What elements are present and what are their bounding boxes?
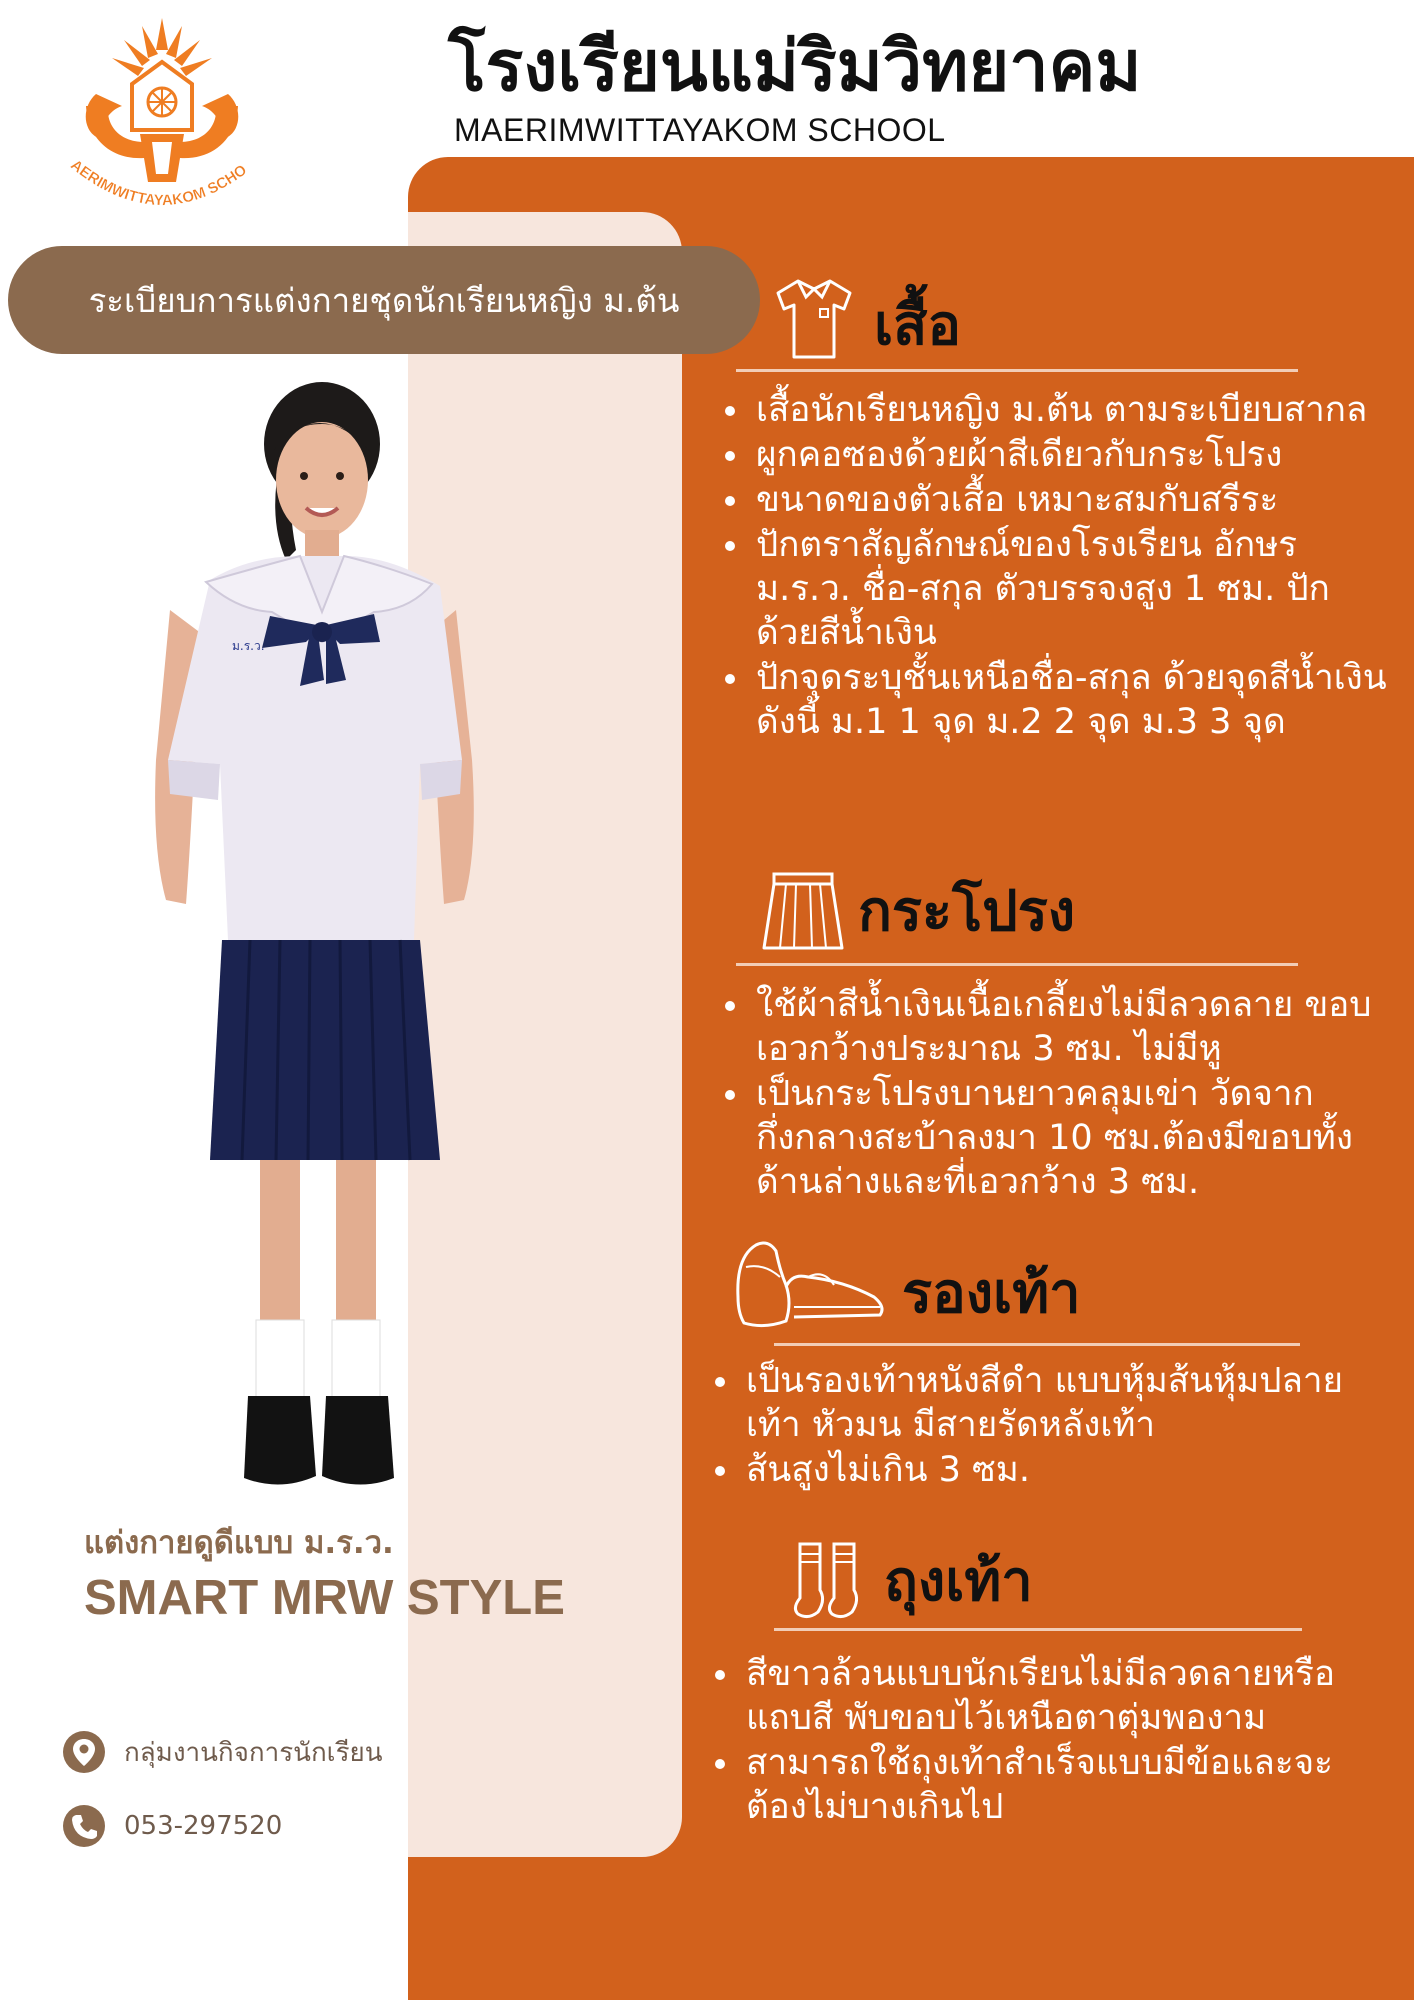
list-item: • เสื้อนักเรียนหญิง ม.ต้น ตามระเบียบสากล [752,388,1392,432]
shoes-icon [734,1237,886,1331]
list-item: • ส้นสูงไม่เกิน 3 ซม. [742,1448,1392,1492]
section-shoes-header [734,1230,1081,1337]
location-pin-icon [62,1730,106,1774]
phone-icon [62,1804,106,1848]
section-divider [736,963,1298,966]
section-title-skirt: กระโปรง [858,879,1076,944]
section-skirt-header [760,866,1075,955]
section-title-shoes: รองเท้า [902,1261,1081,1326]
department-text: กลุ่มงานกิจการนักเรียน [124,1737,383,1768]
section-title-shirt: เสื้อ [874,293,961,358]
list-item: • ใช้ผ้าสีน้ำเงินเนื้อเกลี้ยงไม่มีลวดลาย ขอบเอวกว้างประมาณ 3 ซม. ไม่มีหู [752,983,1392,1071]
list-item: • ปักตราสัญลักษณ์ของโรงเรียน อักษร ม.ร.ว. ชื่อ-สกุล ตัวบรรจงสูง 1 ซม. ปักด้วยสีน้ำเงิน [752,523,1392,655]
list-item: • เป็นรองเท้าหนังสีดำ แบบหุ้มส้นหุ้มปลายเท้า หัวมน มีสายรัดหลังเท้า [742,1359,1392,1447]
shirt-icon [774,275,854,361]
list-item: • สามารถใช้ถุงเท้าสำเร็จแบบมีข้อและจะต้องไม่บางเกินไป [742,1741,1392,1829]
tagline-english: SMART MRW STYLE [84,1571,565,1625]
shoes-rules-list [708,1359,1392,1493]
section-divider [736,369,1298,372]
skirt-icon [760,870,846,952]
contact-phone [62,1804,282,1848]
list-item: • ผูกคอซองด้วยผ้าสีเดียวกับกระโปรง [752,433,1392,477]
socks-icon [792,1540,868,1622]
contact-department [62,1730,383,1774]
shirt-rules-list [718,388,1392,745]
list-item: • ปักจุดระบุชั้นเหนือชื่อ-สกุล ด้วยจุดสีน้ำเงิน ดังนี้ ม.1 1 จุด ม.2 2 จุด ม.3 3 จุด [752,656,1392,744]
section-divider [774,1628,1302,1631]
school-name-thai: โรงเรียนแม่ริมวิทยาคม [448,25,1142,107]
title-banner [8,246,760,354]
list-item: • ขนาดของตัวเสื้อ เหมาะสมกับสรีระ [752,478,1392,522]
tagline-thai: แต่งกายดูดีแบบ ม.ร.ว. [84,1525,394,1561]
phone-text: 053-297520 [124,1811,283,1841]
section-title-socks: ถุงเท้า [884,1549,1033,1614]
skirt-rules-list [718,983,1392,1205]
section-socks-header [792,1536,1033,1625]
list-item: • สีขาวล้วนแบบนักเรียนไม่มีลวดลายหรือแถบสี พับขอบไว้เหนือตาตุ่มพองาม [742,1652,1392,1740]
section-shirt-header [774,266,961,369]
student-photo [150,380,480,1505]
title-text: ระเบียบการแต่งกายชุดนักเรียนหญิง ม.ต้น [88,280,680,320]
svg-text:ม.ร.ว.: ม.ร.ว. [232,639,265,653]
section-divider [774,1343,1300,1346]
school-logo [52,10,272,230]
list-item: • เป็นกระโปรงบานยาวคลุมเข่า วัดจากกึ่งกลางสะบ้าลงมา 10 ซม.ต้องมีขอบทั้งด้านล่างและที่เอวกว้าง 3 ซม. [752,1072,1392,1204]
socks-rules-list [708,1652,1392,1830]
school-name-english: MAERIMWITTAYAKOM SCHOOL [454,112,946,148]
svg-text:MAERIMWITTAYAKOM SCHOOL: AERIMWITTAYAKOM SCHO [67,156,251,210]
